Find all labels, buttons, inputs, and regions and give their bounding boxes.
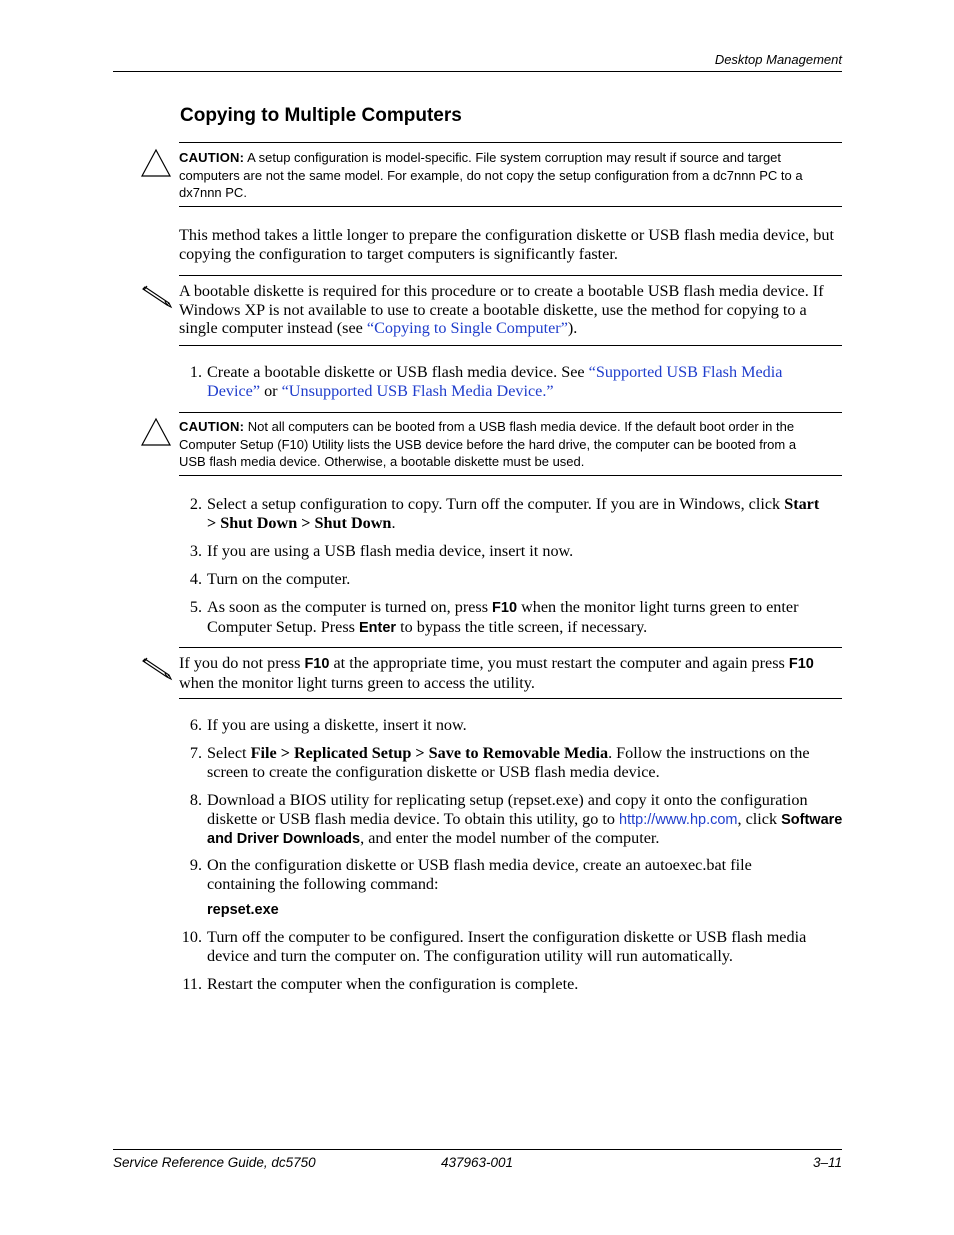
note-bottom-rule — [179, 345, 842, 346]
step-number: 4. — [189, 570, 202, 588]
command-text: repset.exe — [207, 902, 279, 918]
caution-icon — [140, 417, 172, 452]
note-text: A bootable diskette is required for this procedure or to create a bootable USB flash media device. If Windows XP is not available to use to create a bootable diskette, use the method for copying to a single computer instead (see — [179, 282, 824, 338]
step-tail: . — [391, 513, 396, 532]
step-9: On the configuration diskette or USB flash media device, create an autoexec.bat file containing the following command: — [207, 856, 752, 893]
step-6: If you are using a diskette, insert it now. — [207, 716, 467, 734]
note-top-rule — [179, 275, 842, 276]
note-tail: when the monitor light turns green to access the utility. — [179, 673, 535, 692]
running-header: Desktop Management — [714, 52, 842, 67]
note-text: If you do not press — [179, 654, 305, 672]
pencil-note-icon — [140, 657, 174, 686]
note-paragraph — [179, 282, 844, 338]
step-number: 5. — [189, 598, 202, 616]
footer-rule — [113, 1149, 842, 1150]
header-rule — [113, 71, 842, 72]
pencil-note-icon — [140, 285, 174, 314]
intro-paragraph: This method takes a little longer to prepare the configuration diskette or USB flash media device, but copying the configuration to target computers is significantly faster. — [179, 226, 834, 263]
step-text: Select a setup configuration to copy. Turn off the computer. If you are in Windows, click — [207, 495, 785, 513]
caution-top-rule — [179, 412, 842, 413]
step-7 — [207, 744, 847, 781]
footer-page-number: 3–11 — [812, 1155, 842, 1170]
key-f10: F10 — [492, 600, 518, 616]
step-text-mid: or — [260, 381, 282, 400]
step-text: As soon as the computer is turned on, press — [207, 598, 493, 616]
key-f10: F10 — [788, 656, 814, 672]
step-tail: . Follow the instructions on the screen to create the configuration diskette or USB flash media device. — [207, 744, 810, 781]
hp-website-link[interactable]: http://www.hp.com — [619, 811, 738, 828]
step-text: Create a bootable diskette or USB flash media device. See — [207, 363, 589, 381]
step-2 — [207, 495, 827, 532]
caution-bottom-rule — [179, 475, 842, 476]
step-5 — [207, 598, 847, 637]
step-number: 9. — [189, 856, 202, 874]
step-text: Download a BIOS utility for replicating setup (repset.exe) and copy it onto the configuration diskette or USB flash media device. To obtain this utility, go to — [207, 791, 808, 828]
caution-top-rule — [179, 142, 842, 143]
footer-part-number: 437963-001 — [441, 1155, 514, 1170]
step-4: Turn on the computer. — [207, 570, 351, 588]
step-number: 3. — [189, 542, 202, 560]
menu-path: File > Replicated Setup > Save to Removable Media — [250, 744, 609, 762]
caution-bottom-rule — [179, 206, 842, 207]
step-1 — [207, 363, 827, 400]
unsupported-usb-link[interactable]: “Unsupported USB Flash Media Device.” — [281, 381, 554, 400]
step-number: 6. — [189, 716, 202, 734]
step-tail: , and enter the model number of the computer. — [360, 829, 660, 848]
copying-single-computer-link[interactable]: “Copying to Single Computer” — [366, 319, 568, 338]
caution-icon — [140, 148, 172, 183]
step-11: Restart the computer when the configuration is complete. — [207, 975, 579, 993]
caution-text: A setup configuration is model-specific. File system corruption may result if source and target computers are not the same model. For example, do not copy the setup configuration from a dc7nnn PC to a dx7nnn PC. — [179, 150, 803, 200]
software-downloads-label: Software and Driver Downloads — [207, 811, 843, 848]
caution-label: CAUTION: — [179, 419, 245, 434]
step-8 — [207, 791, 847, 849]
caution-label: CAUTION: — [179, 150, 245, 165]
footer-guide-title: Service Reference Guide, dc5750 — [113, 1155, 316, 1170]
supported-usb-link[interactable]: “Supported USB Flash Media Device” — [207, 363, 783, 400]
step-number: 7. — [189, 744, 202, 762]
step-number: 2. — [189, 495, 202, 513]
key-enter: Enter — [358, 619, 397, 636]
step-text-mid: , click — [737, 809, 782, 828]
step-number: 10. — [181, 928, 202, 946]
caution-block — [179, 149, 819, 202]
step-text-mid: when the monitor light turns green to enter Computer Setup. Press — [207, 598, 799, 636]
step-3: If you are using a USB flash media device, insert it now. — [207, 542, 574, 560]
step-number: 8. — [189, 791, 202, 809]
note-text-mid: at the appropriate time, you must restart the computer and again press — [329, 654, 789, 672]
note-tail: ). — [567, 319, 578, 338]
note-top-rule — [179, 647, 842, 648]
step-number: 1. — [189, 363, 202, 381]
caution-text: Not all computers can be booted from a USB flash media device. If the default boot order in the Computer Setup (F10) Utility lists the USB device before the hard drive, the computer can be booted from a USB flash media device. Otherwise, a bootable diskette must be used. — [179, 419, 797, 469]
menu-path: Start > Shut Down > Shut Down — [207, 495, 820, 532]
caution-block — [179, 418, 809, 471]
step-10: Turn off the computer to be configured. Insert the configuration diskette or USB flash media device and turn the computer on. The configuration utility will run automatically. — [207, 928, 807, 965]
step-text: Select — [207, 744, 251, 762]
key-f10: F10 — [304, 656, 330, 672]
section-title: Copying to Multiple Computers — [180, 105, 462, 126]
step-number: 11. — [182, 975, 202, 993]
note-bottom-rule — [179, 698, 842, 699]
note-paragraph — [179, 654, 844, 692]
step-tail: to bypass the title screen, if necessary. — [396, 617, 648, 636]
